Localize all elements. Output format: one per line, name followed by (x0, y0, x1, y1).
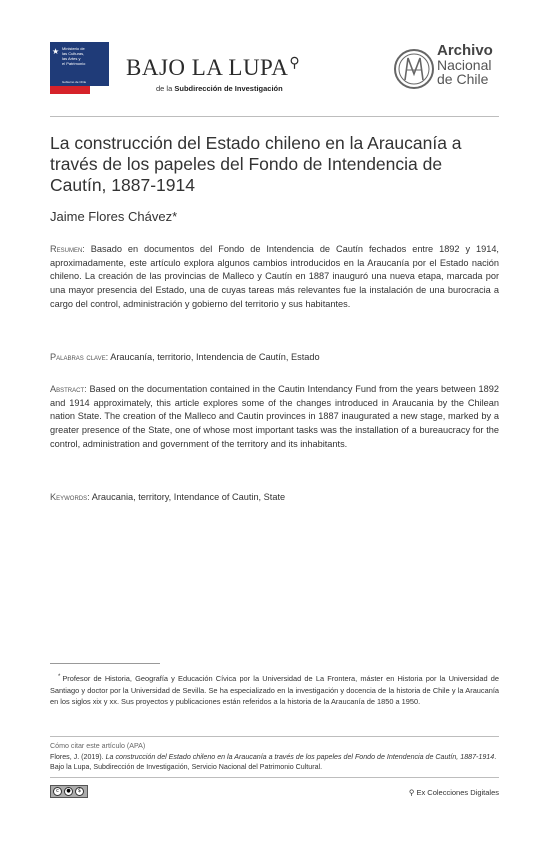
citation (50, 741, 499, 773)
gov-logo-line: el Patrimonio (62, 61, 86, 66)
abstract-label: Abstract: (50, 384, 87, 394)
gov-logo-line: Ministerio de (62, 46, 85, 51)
keywords-label: Keywords: (50, 492, 90, 502)
gov-logo-line: las Culturas, (62, 51, 85, 56)
footnote-mark: * (58, 674, 61, 680)
palabras-clave-label: Palabras clave: (50, 352, 109, 362)
resumen-text: Basado en documentos del Fondo de Intendencia de Cautín fechados entre 1892 y 1914, aproximadamente, este artículo explora algunos cambios introducidos en la Araucanía por el Estado nación chileno. La creación de las provincias de Malleco y Cautín en 1887 inauguró una nueva etapa, marcada por una mayor presencia del Estado, una de cuyas tareas más relevantes fue la instalación de una burocracia a cargo del control, administración y gobierno del territorio y sus habitantes. (50, 244, 499, 309)
keywords-text: Araucania, territory, Intendance of Cautin, State (91, 492, 286, 502)
footnote (50, 672, 499, 708)
series-subtitle (156, 84, 283, 93)
star-icon: ★ (52, 47, 60, 56)
archivo-line3: de Chile (437, 71, 489, 87)
government-logo-text (62, 46, 106, 66)
archivo-nacional-logo (394, 44, 504, 94)
archivo-line2: Nacional (437, 57, 492, 73)
palabras-clave-text: Araucanía, territorio, Intendencia de Cautín, Estado (110, 352, 320, 362)
series-subtitle-bold: Subdirección de Investigación (174, 84, 283, 93)
abstract-paragraph (50, 383, 499, 452)
citation-text (50, 752, 499, 773)
creative-commons-license-badge[interactable] (50, 785, 88, 798)
abstract-text: Based on the documentation contained in the Cautin Intendancy Fund from the years between 1892 and 1914 approximately, this article explores some of the changes introduced in Araucania by the Chilean nation State. The creation of the Malleco and Cautin provinces in 1887 inaugurated a new stage, marked by a greater presence of the State, one of whose most important tasks was the installation of a bureaucracy for the control, administration and government of the territory and its inhabitants. (50, 384, 499, 449)
flag-white-stripe (90, 86, 109, 94)
flag-red-stripe (50, 86, 90, 94)
by-icon: ● (64, 787, 73, 796)
article-author: Jaime Flores Chávez* (50, 209, 178, 224)
how-to-cite: Cómo citar este artículo (APA) (50, 742, 146, 750)
cc-icon: c (53, 787, 62, 796)
nc-icon: $ (75, 787, 84, 796)
resumen-paragraph (50, 243, 499, 312)
keywords-paragraph (50, 491, 499, 505)
colecciones-digitales-logo (409, 788, 499, 797)
archivo-line1: Archivo (437, 42, 493, 59)
colecciones-digitales-label: Colecciones Digitales (427, 788, 499, 797)
citation-divider (50, 736, 499, 737)
palabras-clave-paragraph (50, 351, 499, 365)
series-subtitle-prefix: de la (156, 84, 175, 93)
archivo-seal-icon (394, 44, 434, 94)
ex-prefix: Ex (416, 788, 426, 797)
gov-logo-subtitle: Gobierno de Chile (62, 80, 87, 84)
magnifier-icon: ⚲ (408, 788, 415, 797)
magnifier-icon: ⚲ (289, 55, 301, 71)
footnote-text: Profesor de Historia, Geografía y Educación Cívica por la Universidad de La Frontera, máster en Historia por la Universidad de Santiago y doctor por la Universidad de Sevilla. Se ha especializado en la investigación y docencia de la historia de Chile y la Araucanía en los siglos xix y xx. Sus proyectos y publicaciones están referidos a la historia de la Araucanía de 1850 a 1950. (50, 674, 499, 706)
citation-title: La construcción del Estado chileno en la Araucanía a través de los papeles del Fondo de Intendencia de Cautín, 1887-1914 (105, 752, 495, 761)
government-logo (50, 42, 109, 94)
article-title: La construcción del Estado chileno en la Araucanía a través de los papeles del Fondo de Intendencia de Cautín, 1887-1914 (50, 133, 462, 195)
archivo-logo-text (437, 44, 493, 86)
series-title-text: BAJO LA LUPA (126, 55, 289, 80)
series-title (126, 55, 300, 81)
footnote-divider (50, 663, 160, 664)
resumen-label: Resumen: (50, 244, 85, 254)
gov-logo-line: las Artes y (62, 56, 81, 61)
citation-suffix: . Bajo la Lupa, Subdirección de Investigación, Servicio Nacional del Patrimonio Cultural. (50, 752, 497, 771)
header-divider (50, 116, 499, 117)
citation-prefix: Flores, J. (2019). (50, 752, 106, 761)
footer-divider (50, 777, 499, 778)
